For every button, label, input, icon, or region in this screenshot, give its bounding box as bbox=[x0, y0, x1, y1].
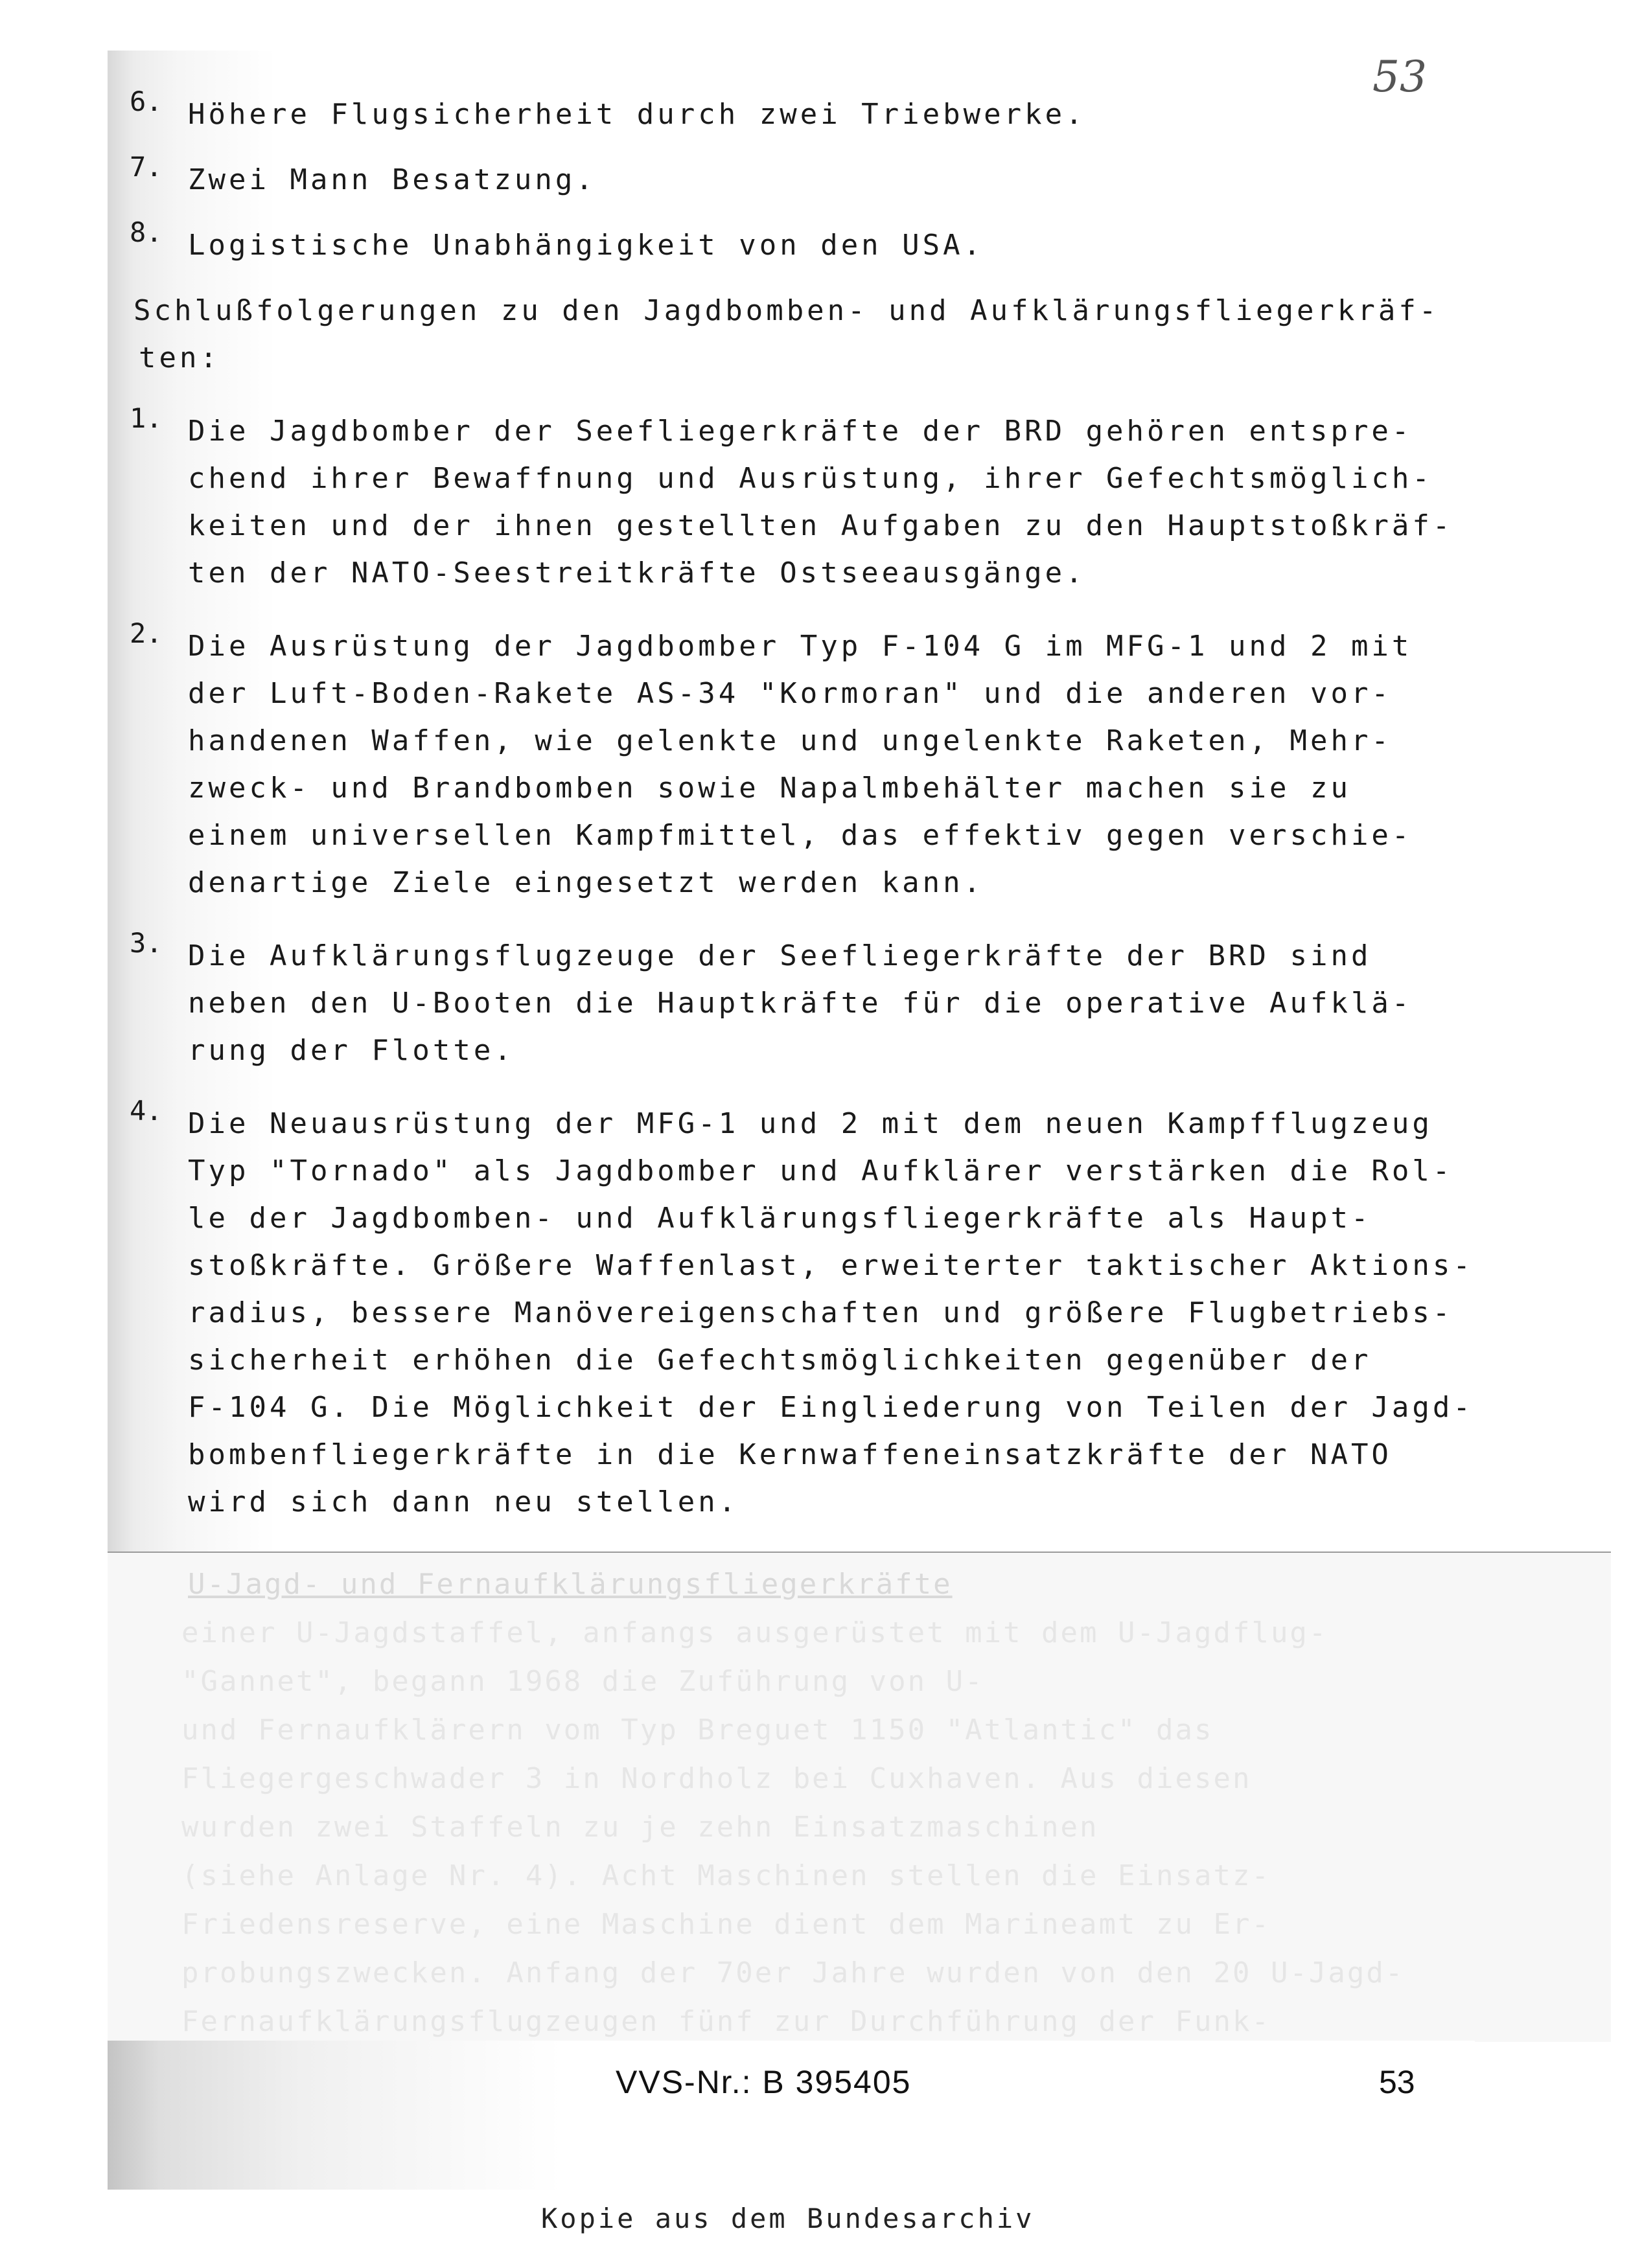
faded-line: "Gannet", begann 1968 die Zuführung von U- bbox=[181, 1665, 984, 1698]
item-line: Die Aufklärungsflugzeuge der Seefliegerkräfte der BRD sind bbox=[188, 939, 1372, 972]
item-line: chend ihrer Bewaffnung und Ausrüstung, ihrer Gefechtsmöglich- bbox=[188, 462, 1433, 495]
conclusion-item-1 bbox=[130, 402, 1453, 597]
item-line: Die Neuausrüstung der MFG-1 und 2 mit dem neuen Kampfflugzeug bbox=[188, 1107, 1433, 1140]
item-number: 1. bbox=[130, 402, 163, 434]
list-item bbox=[130, 216, 1426, 269]
faded-line: und Fernaufklärern vom Typ Breguet 1150 "Atlantic" das bbox=[181, 1713, 1214, 1747]
item-text: Höhere Flugsicherheit durch zwei Triebwerke. bbox=[188, 98, 1086, 131]
item-line: radius, bessere Manövereigenschaften und größere Flugbetriebs- bbox=[188, 1296, 1453, 1329]
item-number: 8. bbox=[130, 216, 163, 248]
conclusion-item-2 bbox=[130, 617, 1426, 906]
item-line: wird sich dann neu stellen. bbox=[188, 1485, 739, 1518]
item-line: neben den U-Booten die Hauptkräfte für die operative Aufklä- bbox=[188, 987, 1413, 1020]
faded-section-title: U-Jagd- und Fernaufklärungsfliegerkräfte bbox=[188, 1568, 953, 1601]
document-body bbox=[130, 86, 1474, 1526]
handwritten-page-number: 53 bbox=[1372, 52, 1427, 102]
item-number: 7. bbox=[130, 151, 163, 183]
item-line: Die Jagdbomber der Seefliegerkräfte der BRD gehören entspre- bbox=[188, 415, 1413, 448]
item-line: Die Ausrüstung der Jagdbomber Typ F-104 G im MFG-1 und 2 mit bbox=[188, 630, 1413, 663]
item-text: Logistische Unabhängigkeit von den USA. bbox=[188, 229, 984, 262]
faded-line: Fernaufklärungsflugzeugen fünf zur Durchführung der Funk- bbox=[181, 2005, 1271, 2038]
faded-line: (siehe Anlage Nr. 4). Acht Maschinen stellen die Einsatz- bbox=[181, 1859, 1271, 1892]
item-number: 2. bbox=[130, 617, 163, 649]
page-number: 53 bbox=[1379, 2064, 1415, 2100]
item-number: 3. bbox=[130, 927, 163, 959]
item-line: einem universellen Kampfmittel, das effektiv gegen verschie- bbox=[188, 819, 1413, 852]
heading-line: Schlußfolgerungen zu den Jagdbomben- und Aufklärungsfliegerkräf- bbox=[133, 294, 1440, 327]
item-line: Typ "Tornado" als Jagdbomber und Aufklärer verstärken die Rol- bbox=[188, 1154, 1453, 1187]
item-line: stoßkräfte. Größere Waffenlast, erweiterter taktischer Aktions- bbox=[188, 1249, 1474, 1282]
archive-note: Kopie aus dem Bundesarchiv bbox=[541, 2203, 1035, 2234]
item-line: F-104 G. Die Möglichkeit der Eingliederung von Teilen der Jagd- bbox=[188, 1391, 1474, 1424]
faded-line: Friedensreserve, eine Maschine dient dem Marineamt zu Er- bbox=[181, 1908, 1271, 1941]
heading-line: ten: bbox=[139, 341, 220, 374]
conclusion-item-3 bbox=[130, 927, 1426, 1074]
conclusion-item-4 bbox=[130, 1095, 1474, 1526]
item-line: rung der Flotte. bbox=[188, 1034, 515, 1067]
item-number: 4. bbox=[130, 1095, 163, 1127]
item-line: bombenfliegerkräfte in die Kernwaffeneinsatzkräfte der NATO bbox=[188, 1438, 1392, 1471]
vvs-number: VVS-Nr.: B 395405 bbox=[616, 2064, 912, 2100]
item-line: ten der NATO-Seestreitkräfte Ostseeausgänge. bbox=[188, 556, 1086, 590]
item-text: Zwei Mann Besatzung. bbox=[188, 163, 596, 196]
item-number: 6. bbox=[130, 86, 163, 117]
faded-line: einer U-Jagdstaffel, anfangs ausgerüstet mit dem U-Jagdflug- bbox=[181, 1616, 1328, 1649]
item-line: handenen Waffen, wie gelenkte und ungelenkte Raketen, Mehr- bbox=[188, 724, 1392, 757]
item-line: le der Jagdbomben- und Aufklärungsfliegerkräfte als Haupt- bbox=[188, 1202, 1372, 1235]
faded-line: Fliegergeschwader 3 in Nordholz bei Cuxhaven. Aus diesen bbox=[181, 1762, 1252, 1795]
faded-line: probungszwecken. Anfang der 70er Jahre wurden von den 20 U-Jagd- bbox=[181, 1956, 1405, 1989]
faded-line: wurden zwei Staffeln zu je zehn Einsatzmaschinen bbox=[181, 1811, 1099, 1844]
item-line: denartige Ziele eingesetzt werden kann. bbox=[188, 866, 984, 899]
item-line: zweck- und Brandbomben sowie Napalmbehälter machen sie zu bbox=[188, 772, 1351, 805]
item-line: sicherheit erhöhen die Gefechtsmöglichkeiten gegenüber der bbox=[188, 1344, 1372, 1377]
item-line: keiten und der ihnen gestellten Aufgaben zu den Hauptstoßkräf- bbox=[188, 509, 1453, 542]
item-line: der Luft-Boden-Rakete AS-34 "Kormoran" und die anderen vor- bbox=[188, 677, 1392, 710]
list-item bbox=[130, 151, 1426, 203]
list-item bbox=[130, 86, 1426, 138]
conclusion-heading bbox=[130, 287, 1440, 382]
